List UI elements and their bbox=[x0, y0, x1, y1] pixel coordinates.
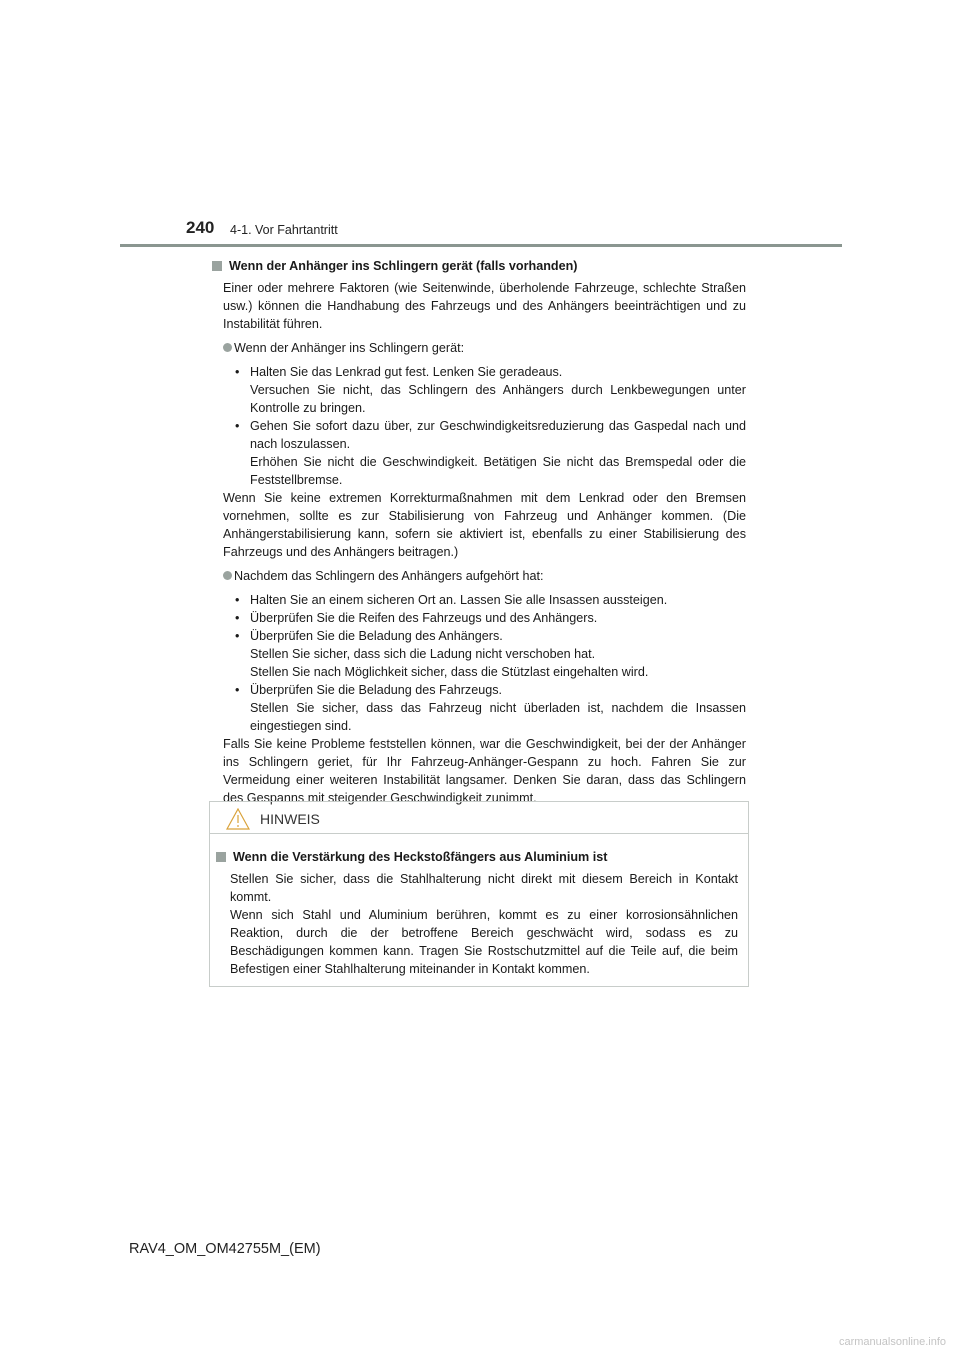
note-title: HINWEIS bbox=[260, 811, 320, 827]
header-rule bbox=[120, 244, 842, 247]
square-bullet-icon bbox=[212, 261, 222, 271]
list-item: • Halten Sie an einem sicheren Ort an. Lassen Sie alle Insassen aussteigen. bbox=[235, 593, 668, 607]
list-item: • Überprüfen Sie die Beladung des Anhängers. Stellen Sie sicher, dass sich die Ladung nicht verschoben hat. Stellen Sie nach Möglichkeit sicher, dass die Stützlast eingehalten wird. bbox=[235, 629, 649, 679]
paragraph: Wenn sich Stahl und Aluminium berühren, kommt es zu einer korrosionsähnlichen Reaktion, durch die der betroffene Bereich geschwächt wird, sodass es zu Beschädigungen kommen kann. Tragen Sie Rostschutzmittel auf die Teile auf, die beim Befestigen einer Stahlhalterung miteinander in Kontakt kommen. bbox=[230, 908, 738, 976]
warning-icon bbox=[226, 808, 250, 830]
list-item: • Gehen Sie sofort dazu über, zur Geschwindigkeitsreduzierung das Gaspedal nach und nach loszulassen. Erhöhen Sie nicht die Geschwindigkeit. Betätigen Sie nicht das Bremspedal oder die Feststellbremse. bbox=[235, 419, 746, 487]
note-box bbox=[209, 801, 749, 987]
circle-bullet-icon bbox=[223, 571, 232, 580]
paragraph: Falls Sie keine Probleme feststellen können, war die Geschwindigkeit, bei der der Anhänger ins Schlingern geriet, für Ihr Fahrzeug-Anhänger-Gespann zu hoch. Fahren Sie zur Vermeidung einer weiteren Instabilität langsamer. Denken Sie daran, dass das Schlingern des Gespanns mit steigender Geschwindigkeit zunimmt. bbox=[223, 737, 746, 805]
page-number: 240 bbox=[186, 218, 215, 237]
circle-bullet-icon bbox=[223, 343, 232, 352]
bullet-list bbox=[212, 591, 746, 735]
paragraph: Wenn Sie keine extremen Korrekturmaßnahmen mit dem Lenkrad oder den Bremsen vornehmen, sollte es zur Stabilisierung von Fahrzeug und Anhänger kommen. (Die Anhängerstabilisierung kann, sofern sie aktiviert ist, ebenfalls zu einer Stabilisierung des Fahrzeugs und des Anhängers beitragen.) bbox=[223, 491, 746, 559]
note-body bbox=[210, 834, 748, 978]
list-item: Nachdem das Schlingern des Anhängers aufgehört hat: bbox=[212, 567, 746, 585]
note-header bbox=[210, 802, 748, 834]
bullet-list bbox=[212, 363, 746, 489]
section-heading: Wenn der Anhänger ins Schlingern gerät (falls vorhanden) bbox=[212, 257, 746, 275]
square-bullet-icon bbox=[216, 852, 226, 862]
paragraph: Stellen Sie sicher, dass die Stahlhalterung nicht direkt mit diesem Bereich in Kontakt kommt. bbox=[230, 872, 738, 904]
list-item: • Halten Sie das Lenkrad gut fest. Lenken Sie geradeaus. Versuchen Sie nicht, das Schlingern des Anhängers durch Lenkbewegungen unter Kontrolle zu bringen. bbox=[235, 365, 746, 415]
document-code: RAV4_OM_OM42755M_(EM) bbox=[129, 1241, 321, 1257]
list-item: Wenn der Anhänger ins Schlingern gerät: bbox=[212, 339, 746, 357]
list-item: • Überprüfen Sie die Reifen des Fahrzeugs und des Anhängers. bbox=[235, 611, 598, 625]
watermark: carmanualsonline.info bbox=[838, 1336, 946, 1348]
main-content bbox=[212, 257, 746, 811]
intro-paragraph: Einer oder mehrere Faktoren (wie Seitenwinde, überholende Fahrzeuge, schlechte Straßen usw.) können die Handhabung des Fahrzeugs und des Anhängers beeinträchtigen und zu Instabilität führen. bbox=[223, 281, 746, 331]
note-heading: Wenn die Verstärkung des Heckstoßfängers aus Aluminium ist bbox=[216, 848, 738, 866]
list-item: • Überprüfen Sie die Beladung des Fahrzeugs. Stellen Sie sicher, dass das Fahrzeug nicht überladen ist, nachdem die Insassen eingestiegen sind. bbox=[235, 683, 746, 733]
section-title: 4-1. Vor Fahrtantritt bbox=[230, 223, 338, 237]
